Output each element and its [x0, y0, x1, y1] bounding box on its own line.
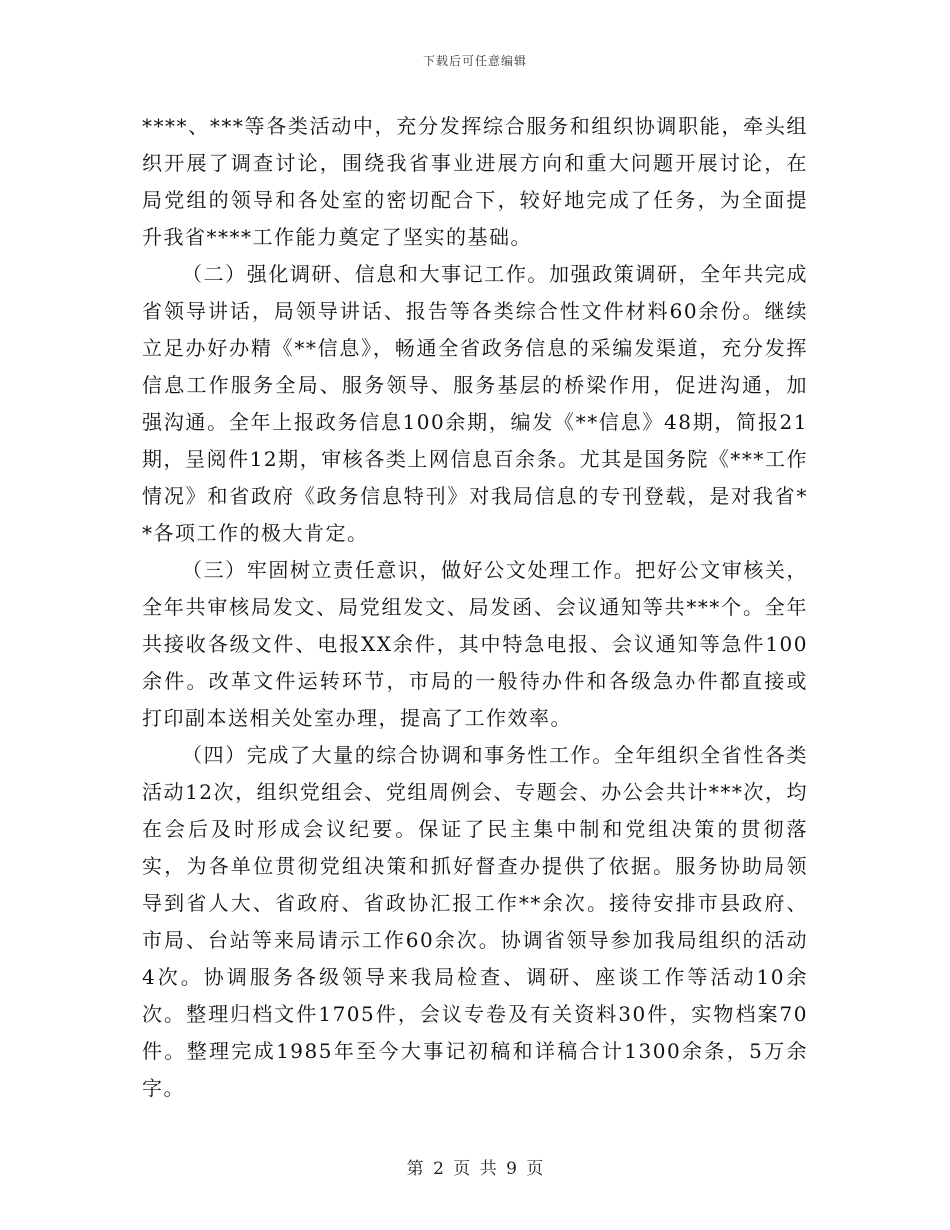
- paragraph-continuation: ****、***等各类活动中，充分发挥综合服务和组织协调职能，牵头组织开展了调查讨论，围绕我省事业进展方向和重大问题开展讨论，在局党组的领导和各处室的密切配合下，较好地完成了任务，为全面提升我省****工作能力奠定了坚实的基础。: [142, 114, 808, 249]
- paragraph-section-2: （二）强化调研、信息和大事记工作。加强政策调研，全年共完成省领导讲话，局领导讲话、报告等各类综合性文件材料60余份。继续立足办好办精《**信息》，畅通全省政务信息的采编发渠道，充分发挥信息工作服务全局、服务领导、服务基层的桥梁作用，促进沟通，加强沟通。全年上报政务信息100余期，编发《**信息》48期，简报21期，呈阅件12期，审核各类上网信息百余条。尤其是国务院《***工作情况》和省政府《政务信息特刊》对我局信息的专刊登载，是对我省**各项工作的极大肯定。: [142, 262, 808, 545]
- page-header: 下载后可任意编辑: [422, 54, 527, 68]
- paragraph-section-3: （三）牢固树立责任意识，做好公文处理工作。把好公文审核关，全年共审核局发文、局党组发文、局发函、会议通知等共***个。全年共接收各级文件、电报XX余件，其中特急电报、会议通知等急件100余件。改革文件运转环节，市局的一般待办件和各级急办件都直接或打印副本送相关处室办理，提高了工作效率。: [142, 558, 808, 730]
- page-footer: 第 2 页 共 9 页: [406, 1159, 544, 1179]
- paragraph-section-4: （四）完成了大量的综合协调和事务性工作。全年组织全省性各类活动12次，组织党组会、党组周例会、专题会、办公会共计***次，均在会后及时形成会议纪要。保证了民主集中制和党组决策的贯彻落实，为各单位贯彻党组决策和抓好督查办提供了依据。服务协助局领导到省人大、省政府、省政协汇报工作**余次。接待安排市县政府、市局、台站等来局请示工作60余次。协调省领导参加我局组织的活动4次。协调服务各级领导来我局检查、调研、座谈工作等活动10余次。整理归档文件1705件，会议专卷及有关资料30件，实物档案70件。整理完成1985年至今大事记初稿和详稿合计1300余条，5万余字。: [142, 743, 808, 1100]
- document-body: [142, 108, 808, 1107]
